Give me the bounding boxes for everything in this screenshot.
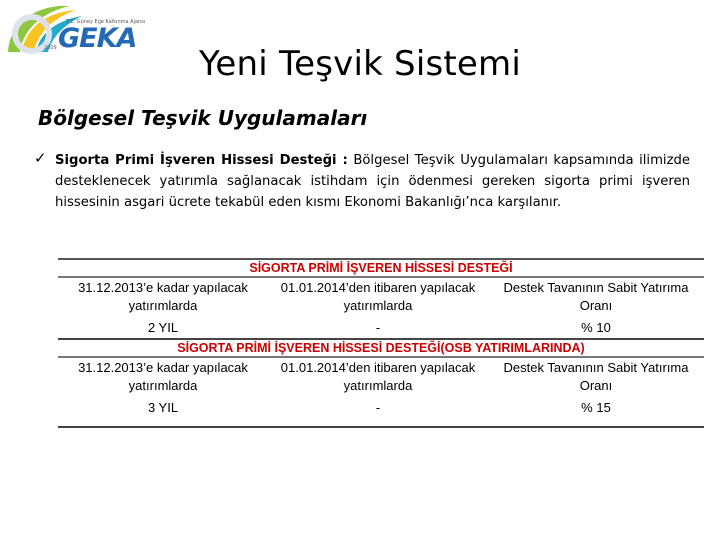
table-header-row xyxy=(58,276,704,318)
logo-year: 2009 xyxy=(44,45,57,51)
bullet-paragraph xyxy=(34,150,690,213)
logo-tagline: T.C. Güney Ege Kalkınma Ajansı xyxy=(66,19,146,25)
table-cell: 3 YIL xyxy=(147,400,179,415)
bullet-bold-lead: Sigorta Primi İşveren Hissesi Desteği : xyxy=(55,153,348,168)
support-tables xyxy=(58,258,704,428)
table-cell: % 15 xyxy=(581,400,611,415)
table-row xyxy=(58,318,704,338)
table-title: SİGORTA PRİMİ İŞVEREN HİSSESİ DESTEĞİ(OSB YATIRIMLARINDA) xyxy=(177,341,585,355)
table-header-row xyxy=(58,356,704,398)
bullet-text xyxy=(55,150,690,213)
table-title: SİGORTA PRİMİ İŞVEREN HİSSESİ DESTEĞİ xyxy=(249,261,513,275)
table-cell: - xyxy=(375,400,381,415)
table-cell: - xyxy=(375,320,381,335)
header-cell: 31.12.2013’e kadar yapılacak yatırımlarda xyxy=(78,280,248,313)
table-row xyxy=(58,398,704,418)
header-cell: 01.01.2014’den itibaren yapılacak yatırımlarda xyxy=(280,360,476,393)
logo-wordmark: GEKA xyxy=(58,23,137,54)
table-bottom-rule xyxy=(58,426,704,428)
header-cell: 31.12.2013’e kadar yapılacak yatırımlarda xyxy=(78,360,248,393)
table-cell: % 10 xyxy=(581,320,611,335)
checkmark-icon: ✓ xyxy=(34,150,47,167)
section-subtitle: Bölgesel Teşvik Uygulamaları xyxy=(38,106,368,130)
header-cell: 01.01.2014’den itibaren yapılacak yatırımlarda xyxy=(280,280,476,313)
bullet-body: Bölgesel Teşvik Uygulamaları kapsamında ilimizde desteklenecek yatırımla sağlanacak istihdam için ödenmesi gereken sigorta primi işveren hissesinin asgari ücrete tekabül eden kısmı Ekonomi Bakanlığı’nca karşılanır. xyxy=(55,153,690,210)
header-cell: Destek Tavanının Sabit Yatırıma Oranı xyxy=(503,360,689,393)
table-cell: 2 YIL xyxy=(147,320,179,335)
header-cell: Destek Tavanının Sabit Yatırıma Oranı xyxy=(503,280,689,313)
page-title: Yeni Teşvik Sistemi xyxy=(198,44,522,84)
